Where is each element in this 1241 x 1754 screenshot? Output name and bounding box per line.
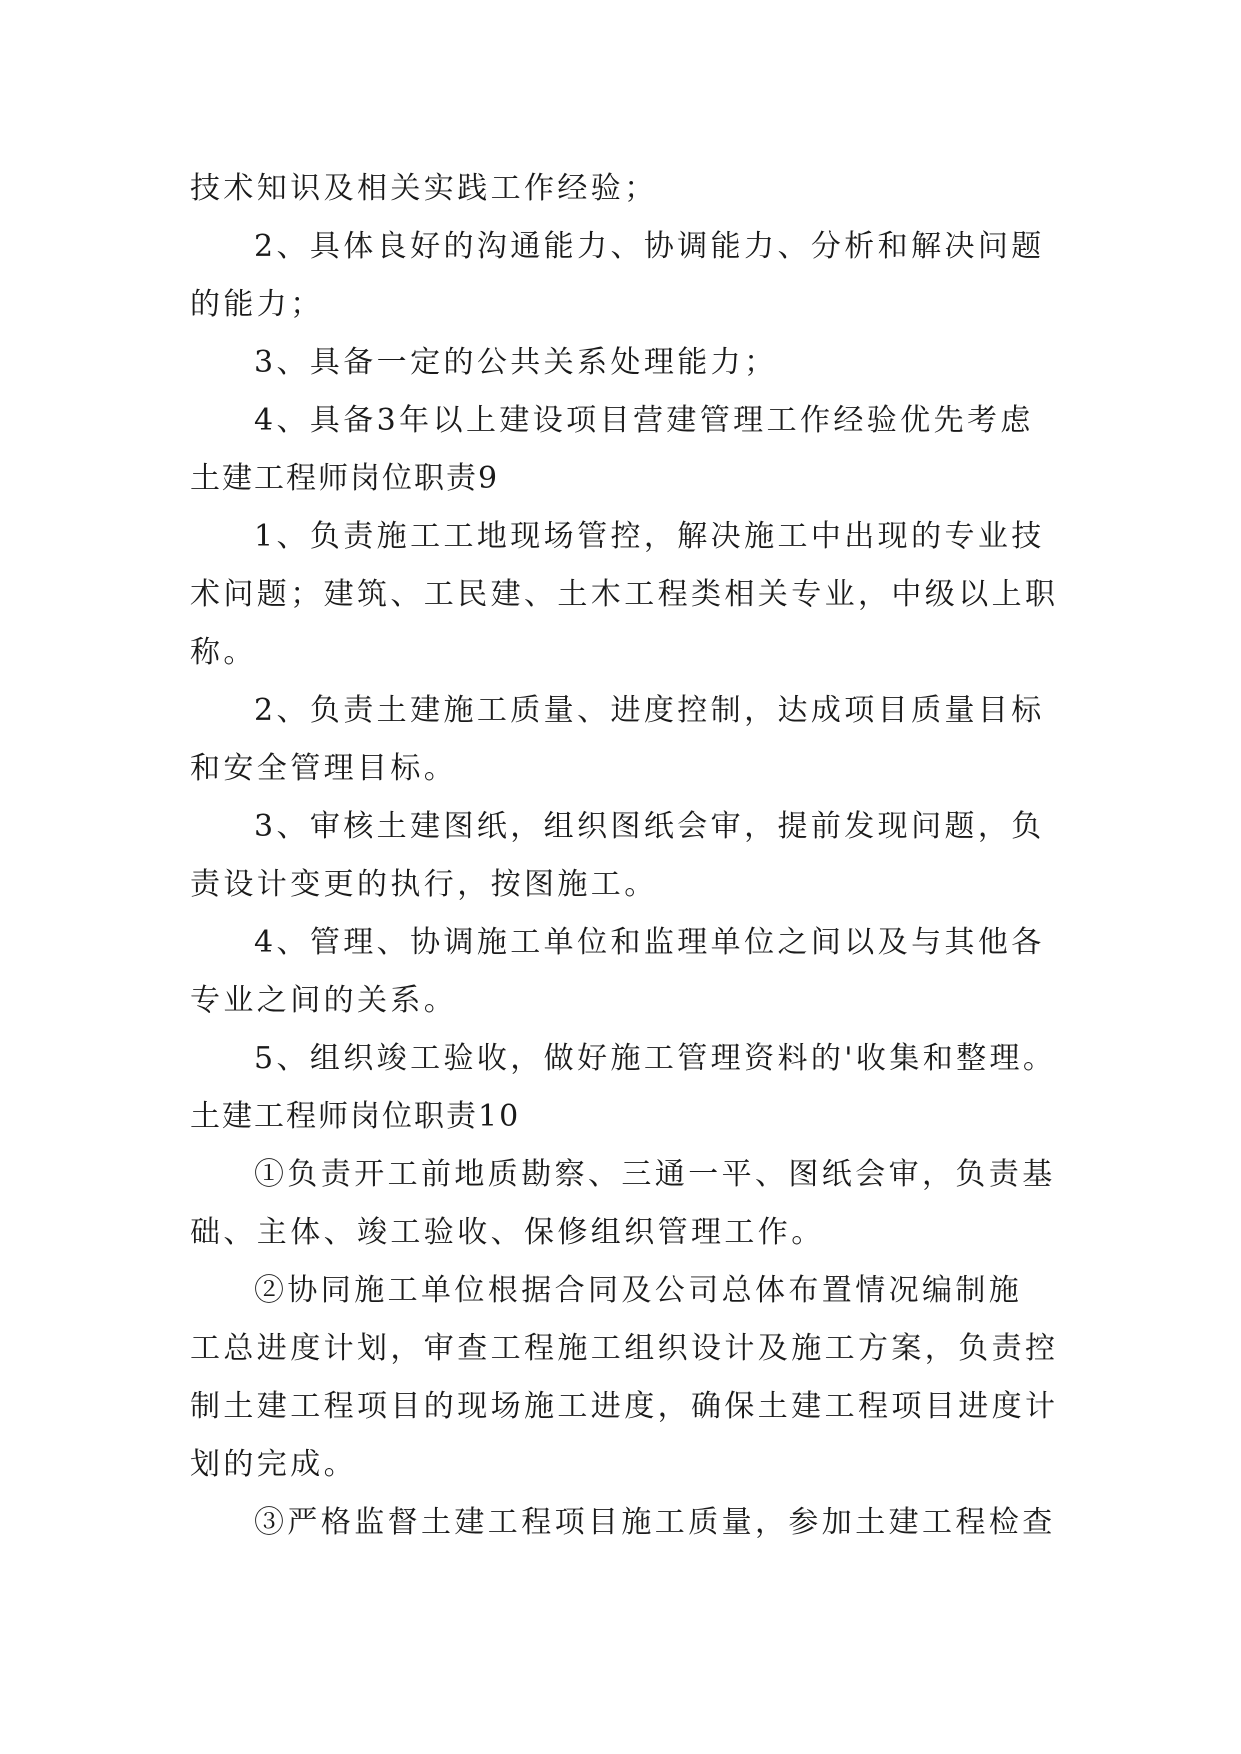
- text-line: 2、负责土建施工质量、进度控制，达成项目质量目标: [254, 693, 1045, 728]
- text-line: 础、主体、竣工验收、保修组织管理工作。: [190, 1215, 825, 1250]
- text-line: 划的完成。: [190, 1447, 357, 1482]
- text-line: 称。: [190, 635, 257, 670]
- document-body: [190, 160, 1060, 1552]
- text-line: 4、管理、协调施工单位和监理单位之间以及与其他各: [254, 925, 1045, 960]
- text-line: 和安全管理目标。: [190, 751, 458, 786]
- section-heading: 土建工程师岗位职责9: [190, 461, 500, 496]
- text-line: 术问题；建筑、工民建、土木工程类相关专业，中级以上职: [190, 577, 1059, 612]
- text-line: 技术知识及相关实践工作经验；: [190, 171, 658, 206]
- text-line: 制土建工程项目的现场施工进度，确保土建工程项目进度计: [190, 1389, 1059, 1424]
- text-line: 5、组织竣工验收，做好施工管理资料的'收集和整理。: [254, 1041, 1057, 1076]
- section-heading: 土建工程师岗位职责10: [190, 1099, 521, 1134]
- text-line: 工总进度计划，审查工程施工组织设计及施工方案，负责控: [190, 1331, 1059, 1366]
- text-line: ①负责开工前地质勘察、三通一平、图纸会审，负责基: [254, 1157, 1056, 1192]
- text-line: ②协同施工单位根据合同及公司总体布置情况编制施: [254, 1273, 1023, 1308]
- text-line: 的能力；: [190, 287, 324, 322]
- text-line: ③严格监督土建工程项目施工质量，参加土建工程检查: [254, 1505, 1056, 1540]
- text-line: 责设计变更的执行，按图施工。: [190, 867, 658, 902]
- text-line: 3、审核土建图纸，组织图纸会审，提前发现问题，负: [254, 809, 1045, 844]
- text-line: 2、具体良好的沟通能力、协调能力、分析和解决问题: [254, 229, 1045, 264]
- text-line: 1、负责施工工地现场管控，解决施工中出现的专业技: [254, 519, 1045, 554]
- text-line: 3、具备一定的公共关系处理能力；: [254, 345, 778, 380]
- text-line: 专业之间的关系。: [190, 983, 458, 1018]
- text-line: 4、具备3年以上建设项目营建管理工作经验优先考虑: [254, 403, 1034, 438]
